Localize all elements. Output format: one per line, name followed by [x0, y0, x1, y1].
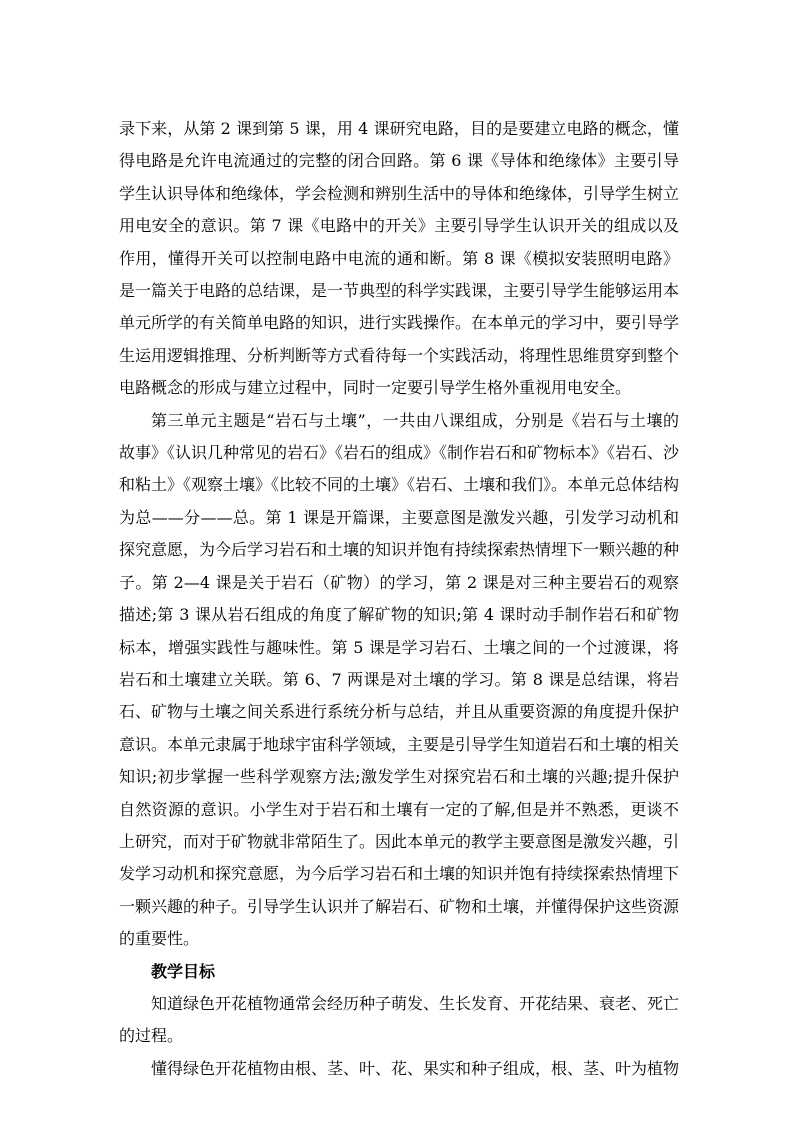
body-paragraph-rocks-soil: 第三单元主题是“岩石与土壤”，一共由八课组成，分别是《岩石与土壤的故事》《认识几种常见的岩石》《岩石的组成》《制作岩石和矿物标本》《岩石、沙和粘土》《观察土壤》《比较不同的土壤》《岩石、土壤和我们》。本单元总体结构为总——分——总。第 1 课是开篇课，主要意图是激发兴趣，引发学习动机和探究意愿，为今后学习岩石和土壤的知识并饱有持续探索热情埋下一颗兴趣的种子。第 2—4 课是关于岩石（矿物）的学习，第 2 课是对三种主要岩石的观察描述;第 3 课从岩石组成的角度了解矿物的知识;第 4 课时动手制作岩石和矿物标本，增强实践性与趣味性。第 5 课是学习岩石、土壤之间的一个过渡课，将岩石和土壤建立关联。第 6、7 两课是对土壤的学习。第 8 课是总结课，将岩石、矿物与土壤之间关系进行系统分析与总结，并且从重要资源的角度提升保护意识。本单元隶属于地球宇宙科学领域，主要是引导学生知道岩石和土壤的相关知识;初步掌握一些科学观察方法;激发学生对探究岩石和土壤的兴趣;提升保护自然资源的意识。小学生对于岩石和土壤有一定的了解,但是并不熟悉，更谈不上研究，而对于矿物就非常陌生了。因此本单元的教学主要意图是激发兴趣，引发学习动机和探究意愿，为今后学习岩石和土壤的知识并饱有持续探索热情埋下一颗兴趣的种子。引导学生认识并了解岩石、矿物和土壤，并懂得保护这些资源的重要性。	[119, 410, 680, 949]
document-page	[119, 113, 679, 1085]
section-heading-objectives: 教学目标	[151, 961, 216, 981]
objective-paragraph-lifecycle: 知道绿色开花植物通常会经历种子萌发、生长发育、开花结果、衰老、死亡的过程。	[119, 993, 680, 1046]
body-paragraph-circuits: 录下来，从第 2 课到第 5 课，用 4 课研究电路，目的是要建立电路的概念，懂得电路是允许电流通过的完整的闭合回路。第 6 课《导体和绝缘体》主要引导学生认识导体和绝缘体，学会检测和辨别生活中的导体和绝缘体，引导学生树立用电安全的意识。第 7 课《电路中的开关》主要引导学生认识开关的组成以及作用，懂得开关可以控制电路中电流的通和断。第 8 课《模拟安装照明电路》是一篇关于电路的总结课，是一节典型的科学实践课，主要引导学生能够运用本单元所学的有关简单电路的知识，进行实践操作。在本单元的学习中，要引导学生运用逻辑推理、分析判断等方式看待每一个实践活动，将理性思维贯穿到整个电路概念的形成与建立过程中，同时一定要引导学生格外重视用电安全。	[119, 119, 680, 398]
objective-paragraph-organs: 懂得绿色开花植物由根、茎、叶、花、果实和种子组成，根、茎、叶为植物	[151, 1058, 680, 1078]
